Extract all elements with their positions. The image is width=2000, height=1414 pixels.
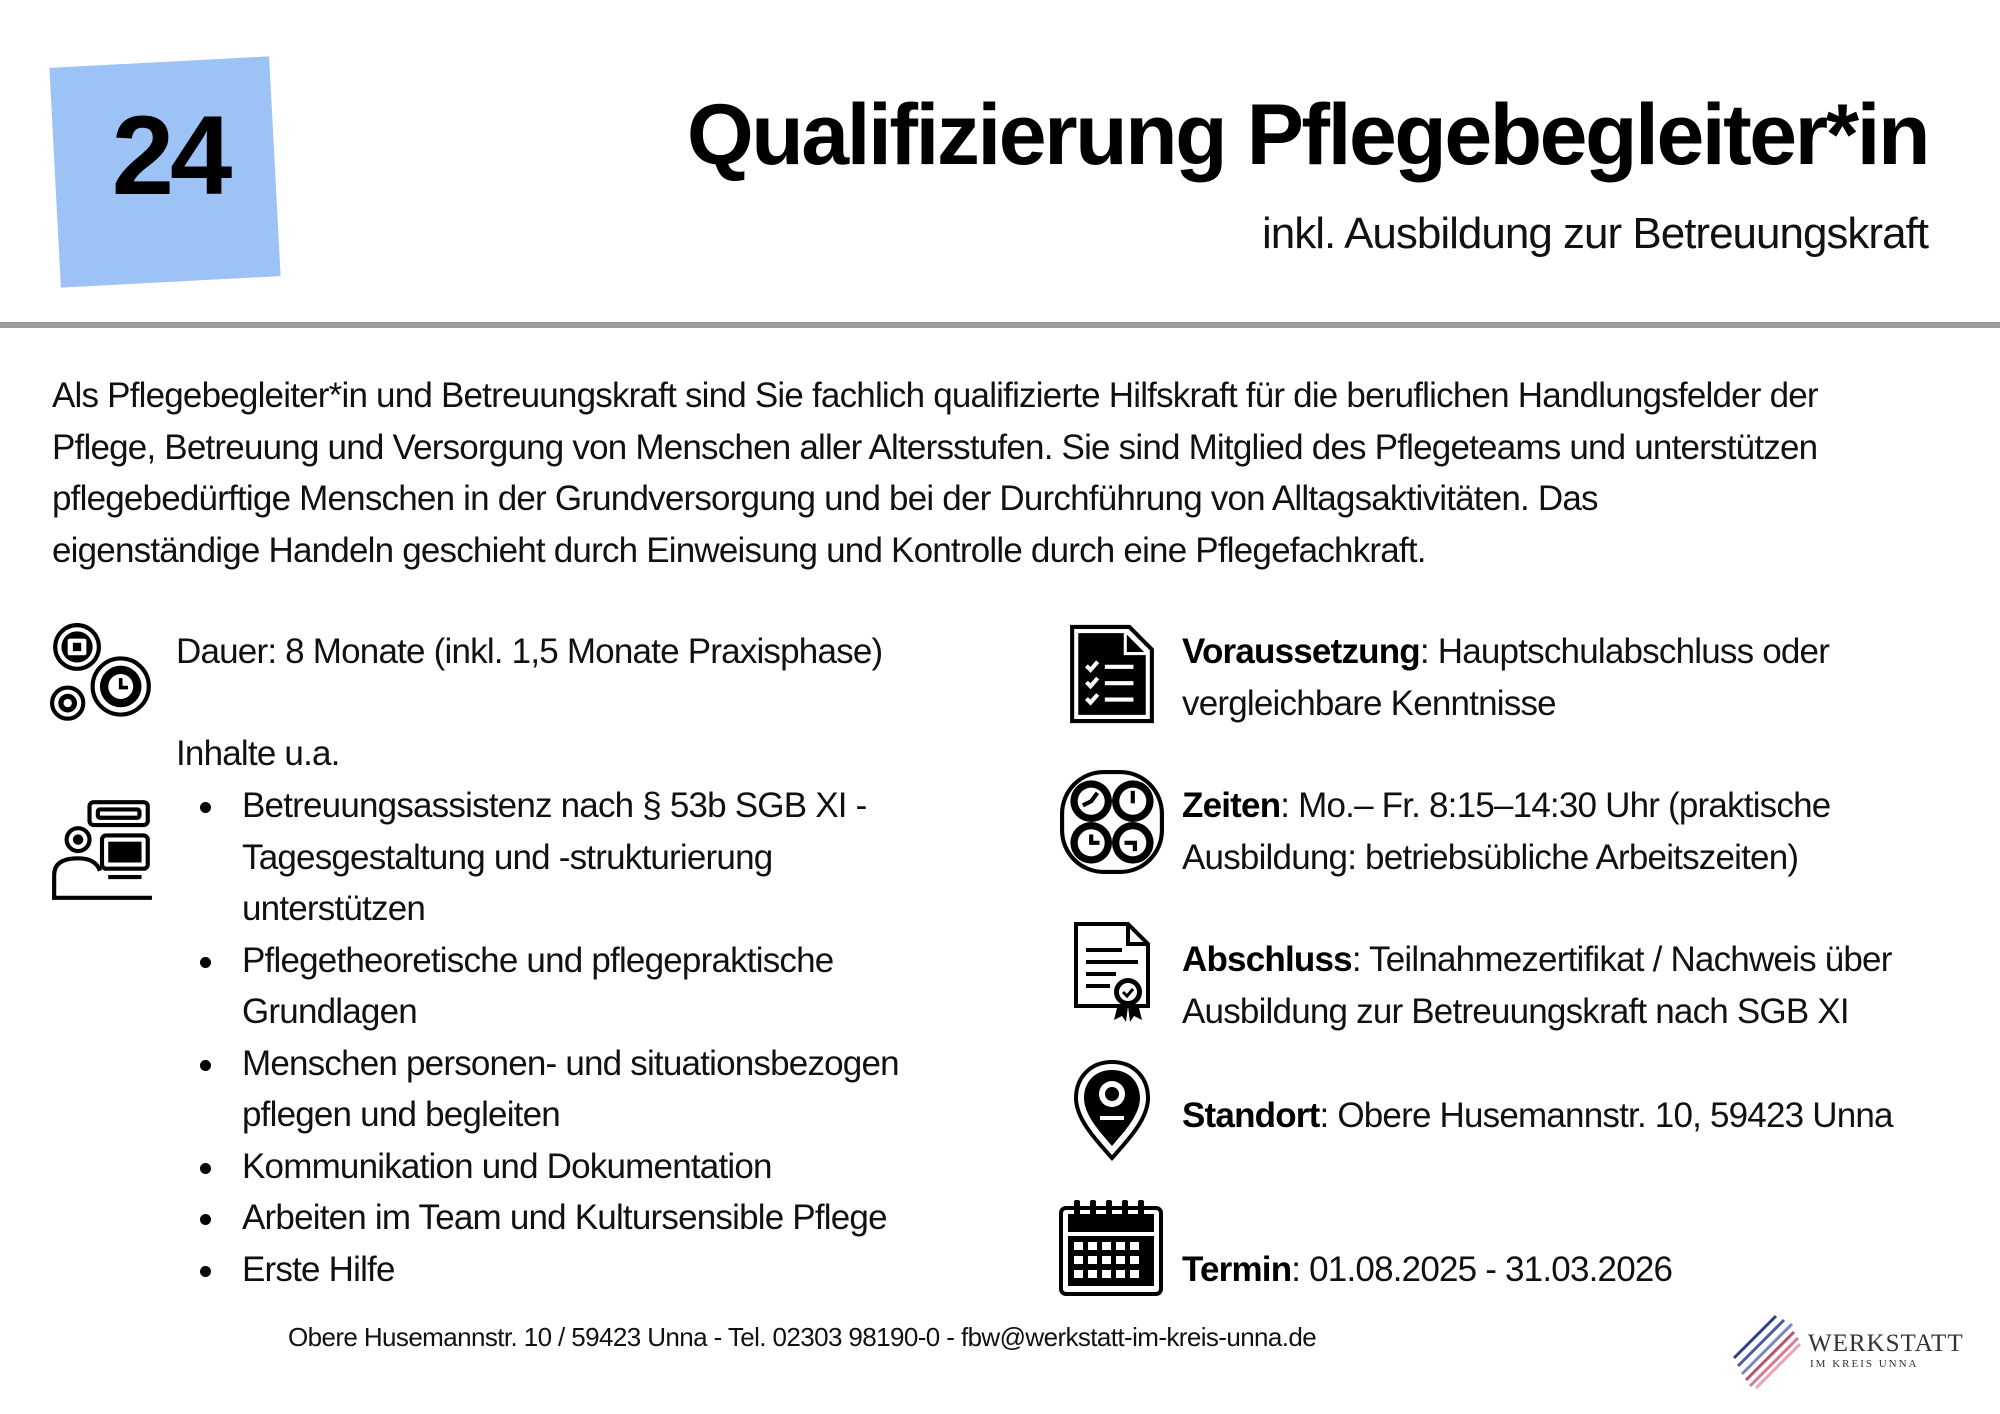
date-label: Termin — [1182, 1250, 1292, 1289]
list-item-line: Grundlagen — [242, 992, 417, 1031]
location-info — [1182, 1090, 1893, 1142]
times-text: : Mo.– Fr. 8:15–14:30 Uhr (praktische — [1280, 786, 1831, 825]
list-item — [200, 935, 899, 1038]
list-item-line: pflegen und begleiten — [242, 1095, 560, 1134]
intro-line: eigenständige Handeln geschieht durch Einweisung und Kontrolle durch eine Pflegefachkraft. — [52, 530, 1426, 570]
list-item-line: Erste Hilfe — [242, 1249, 395, 1289]
map-pin-icon — [1072, 1058, 1152, 1162]
intro-paragraph — [52, 370, 1962, 576]
intro-line: Pflege, Betreuung und Versorgung von Menschen aller Altersstufen. Sie sind Mitglied des Pflegeteams und unterstützen — [52, 427, 1818, 467]
page-subtitle: inkl. Ausbildung zur Betreuungskraft — [1262, 209, 1928, 258]
duration-text: Dauer: 8 Monate (inkl. 1,5 Monate Praxisphase) — [176, 632, 883, 671]
list-item-line: Arbeiten im Team und Kultursensible Pflege — [242, 1198, 887, 1237]
contents-heading: Inhalte u.a. — [176, 734, 340, 773]
list-item-line: Betreuungsassistenz nach § 53b SGB XI - — [242, 786, 867, 825]
degree-info — [1182, 934, 1892, 1037]
degree-label: Abschluss — [1182, 940, 1352, 979]
course-number: 24 — [111, 93, 229, 218]
list-item — [200, 1141, 899, 1193]
date-info — [1182, 1244, 1672, 1296]
date-text: : 01.08.2025 - 31.03.2026 — [1291, 1250, 1673, 1289]
page-title: Qualifizierung Pflegebegleiter*in — [686, 87, 1928, 183]
four-clocks-icon — [1060, 770, 1164, 874]
calendar-icon — [1058, 1196, 1164, 1298]
logo-name: WERKSTATT — [1808, 1330, 1964, 1357]
header-divider — [0, 322, 2000, 328]
requirement-text-2: vergleichbare Kenntnisse — [1182, 683, 1556, 723]
requirement-info — [1182, 626, 1829, 729]
times-label: Zeiten — [1182, 786, 1281, 825]
times-text-2: Ausbildung: betriebsübliche Arbeitszeiten) — [1182, 837, 1799, 877]
presentation-person-icon — [50, 798, 154, 902]
list-item — [200, 1192, 899, 1244]
gears-clock-icon — [50, 622, 154, 726]
intro-line: Als Pflegebegleiter*in und Betreuungskraft sind Sie fachlich qualifizierte Hilfskraft für die beruflichen Handlungsfelder der — [52, 376, 1818, 415]
logo-subtitle: IM KREIS UNNA — [1810, 1358, 1919, 1370]
intro-line: pflegebedürftige Menschen in der Grundversorgung und bei der Durchführung von Alltagsaktivitäten. Das — [52, 479, 1598, 518]
list-item — [200, 780, 899, 935]
requirement-text: : Hauptschulabschluss oder — [1419, 632, 1830, 671]
footer-contact: Obere Husemannstr. 10 / 59423 Unna - Tel. 02303 98190-0 - fbw@werkstatt-im-kreis-unna.de — [288, 1322, 1317, 1352]
degree-text-2: Ausbildung zur Betreuungskraft nach SGB XI — [1182, 991, 1849, 1031]
times-info — [1182, 780, 1830, 883]
contents-list — [200, 780, 899, 1295]
degree-text: : Teilnahmezertifikat / Nachweis über — [1351, 940, 1892, 979]
list-item-line: unterstützen — [242, 889, 426, 928]
list-item-line: Tagesgestaltung und -strukturierung — [242, 837, 773, 877]
list-item — [200, 1244, 899, 1296]
location-label: Standort — [1182, 1096, 1320, 1135]
list-item — [200, 1038, 899, 1141]
checklist-document-icon — [1066, 622, 1158, 726]
list-item-line: Kommunikation und Dokumentation — [242, 1146, 772, 1186]
location-text: : Obere Husemannstr. 10, 59423 Unna — [1319, 1096, 1893, 1135]
list-item-line: Menschen personen- und situationsbezogen — [242, 1043, 899, 1083]
list-item-line: Pflegetheoretische und pflegepraktische — [242, 940, 834, 980]
requirement-label: Voraussetzung — [1182, 632, 1420, 671]
certificate-document-icon — [1072, 920, 1152, 1024]
